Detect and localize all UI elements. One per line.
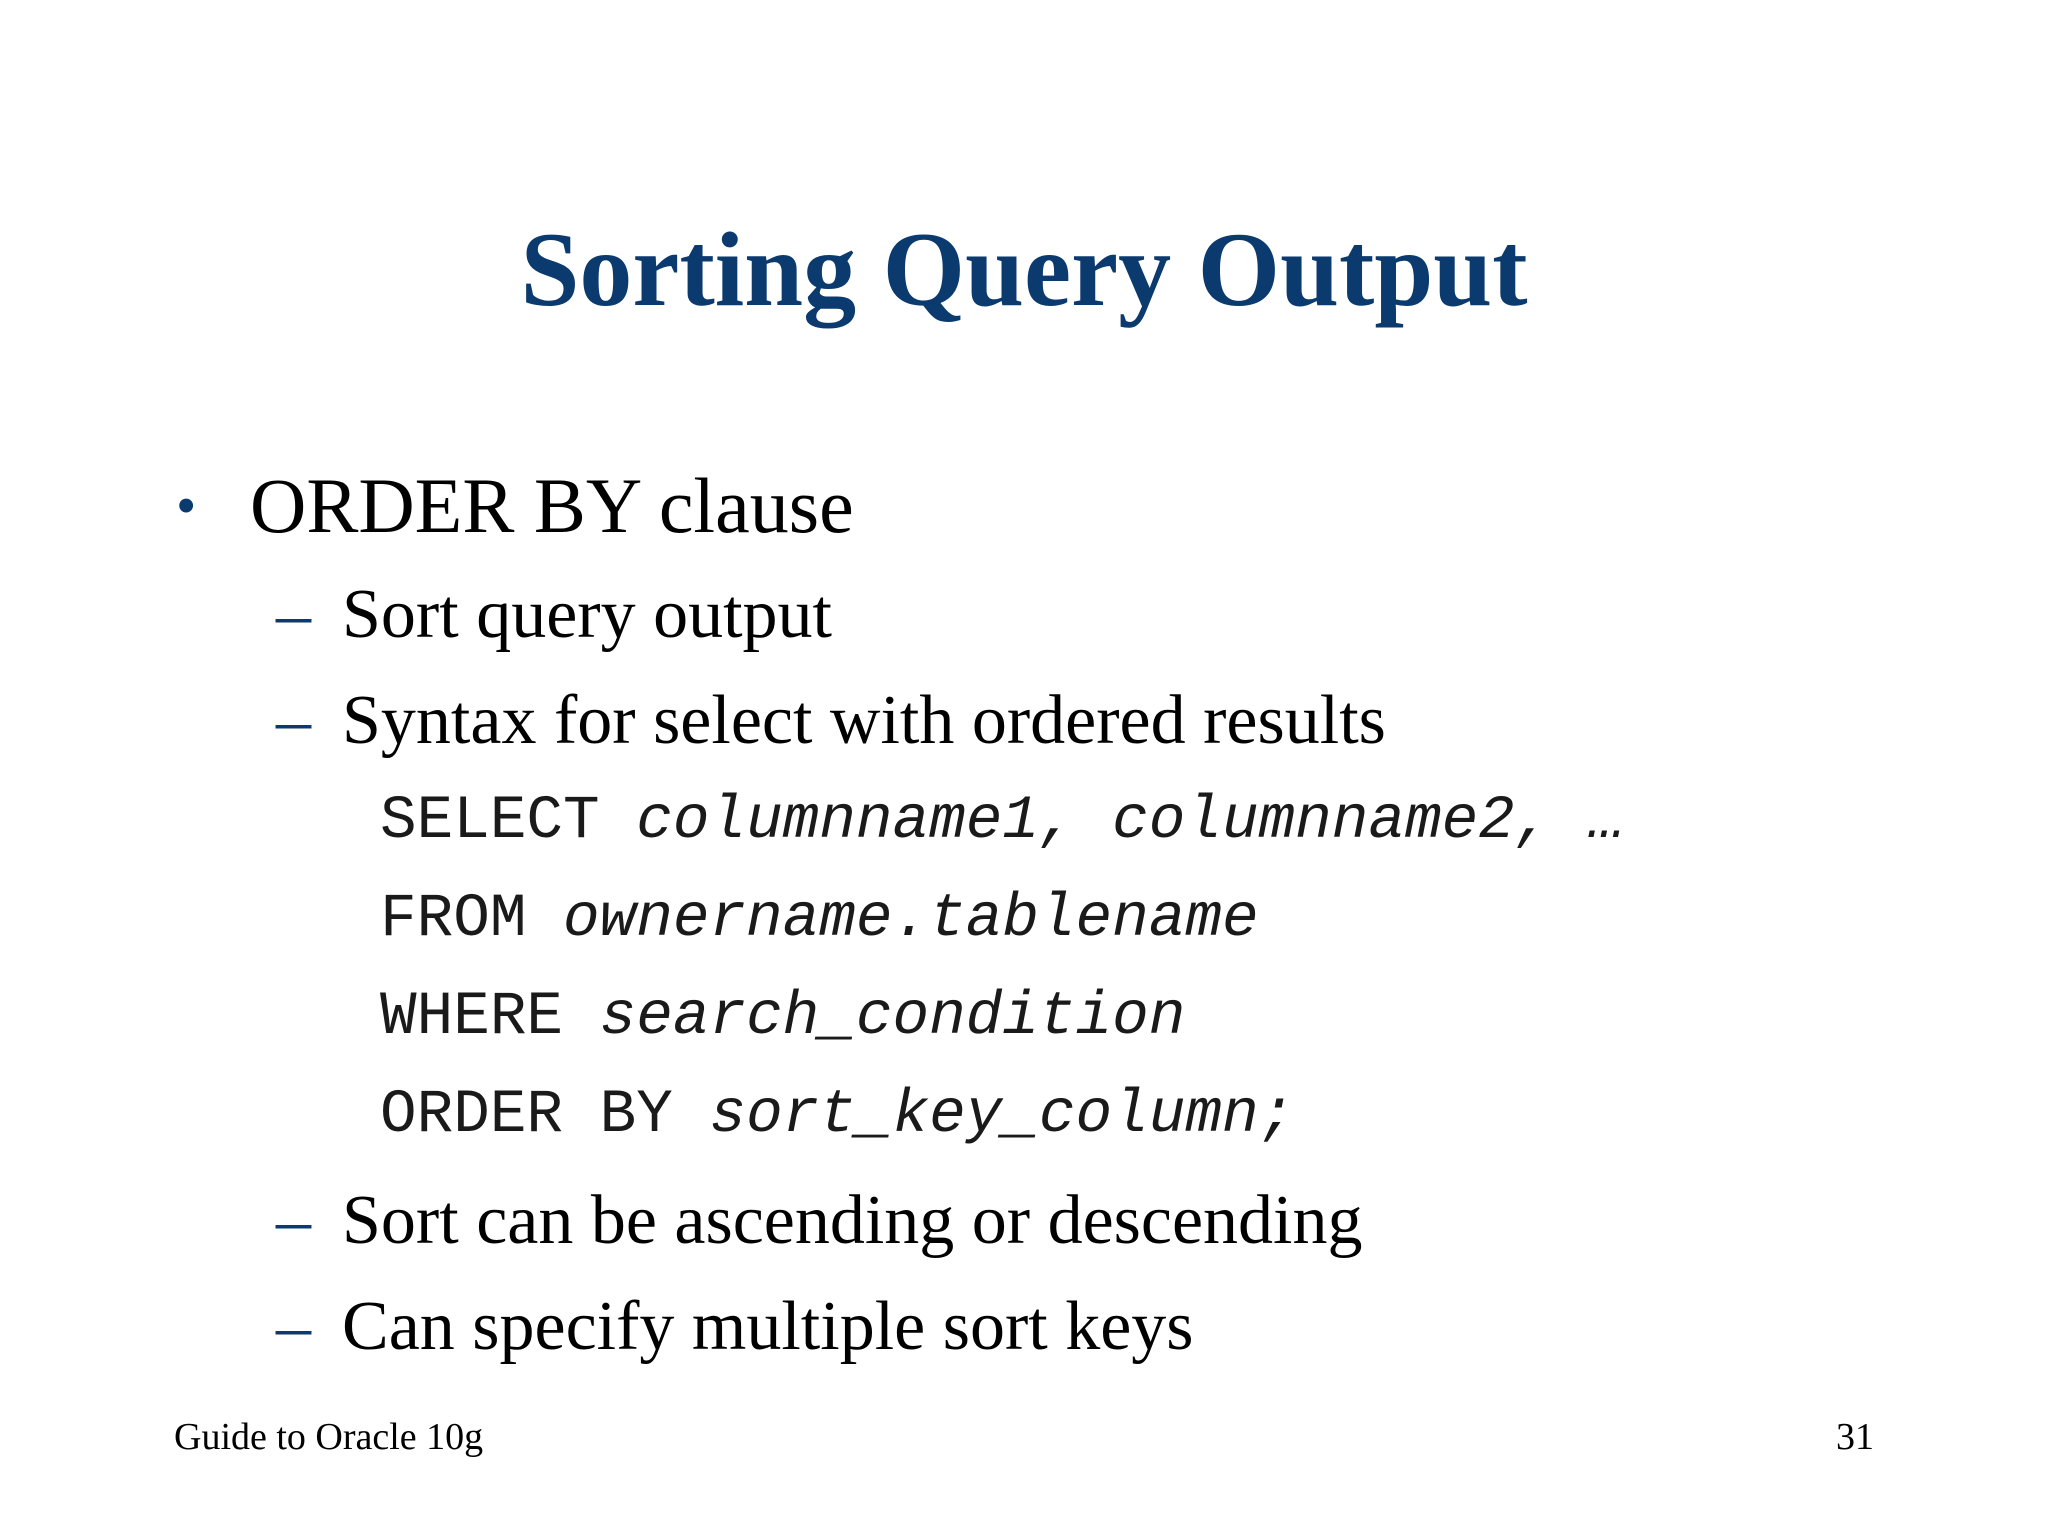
bullet-text-order-by: ORDER BY clause [250,462,854,549]
code-args: columnname1, columnname2, … [636,787,1625,856]
sub-bullet-text: Sort can be ascending or descending [342,1182,1363,1259]
sub-bullet-dash: – [276,1288,311,1365]
code-line-where [380,978,1185,1058]
code-keyword: WHERE [380,983,600,1052]
code-keyword: ORDER BY [380,1081,710,1150]
sub-bullet-text: Can specify multiple sort keys [342,1288,1194,1365]
sub-bullet-text: Sort query output [342,576,832,653]
code-line-from [380,880,1259,960]
sub-bullet-dash: – [276,576,311,653]
code-args: search_condition [599,983,1186,1052]
footer-title: Guide to Oracle 10g [174,1416,484,1458]
sub-bullet-dash: – [276,682,311,759]
code-args: sort_key_column; [709,1081,1296,1150]
code-line-order-by [380,1076,1295,1156]
sub-bullet-text: Syntax for select with ordered results [342,682,1386,759]
code-line-select [380,782,1625,862]
bullet-marker: • [176,473,197,538]
slide-title: Sorting Query Output [520,211,1528,328]
sub-bullet-dash: – [276,1182,311,1259]
code-args: ownername.tablename [563,885,1259,954]
code-keyword: FROM [380,885,564,954]
code-keyword: SELECT [380,787,637,856]
page-number: 31 [1836,1416,1874,1458]
